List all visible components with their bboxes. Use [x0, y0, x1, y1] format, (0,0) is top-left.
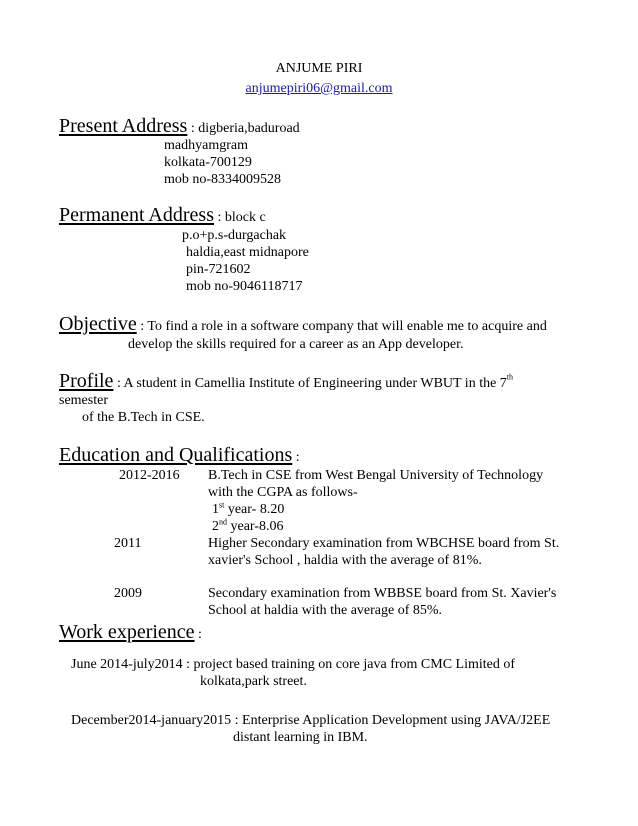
permanent-address-row	[59, 203, 266, 230]
profile-line-2: semester	[59, 393, 108, 408]
objective-row	[59, 312, 547, 339]
profile-line-3: of the B.Tech in CSE.	[82, 410, 205, 425]
permanent-address-line-4: pin-721602	[186, 262, 251, 277]
permanent-address-line-5: mob no-9046118717	[186, 279, 303, 294]
work-heading: Work experience	[59, 621, 195, 643]
cgpa-year-2-number: 2	[212, 519, 219, 534]
profile-heading: Profile	[59, 370, 114, 392]
cgpa-year-2	[212, 518, 283, 535]
education-detail-2-line-1: Higher Secondary examination from WBCHSE board from St.	[208, 536, 560, 551]
present-address-line-4: mob no-8334009528	[164, 172, 282, 187]
permanent-address-separator: :	[213, 210, 225, 225]
work-entry-2-line-1: December2014-january2015 : Enterprise Application Development using JAVA/J2EE	[71, 713, 551, 728]
cgpa-year-2-value: year-8.06	[227, 519, 284, 534]
cgpa-year-2-suffix: nd	[219, 517, 227, 527]
education-separator: :	[292, 450, 300, 465]
education-year-1: 2012-2016	[119, 468, 180, 483]
work-separator: :	[194, 627, 202, 642]
present-address-line-2: madhyamgram	[164, 138, 248, 153]
objective-heading: Objective	[59, 313, 137, 335]
profile-line-1: : A student in Camellia Institute of Engineering under WBUT in the 7	[113, 376, 507, 391]
cgpa-year-1-number: 1	[212, 502, 219, 517]
education-row	[59, 443, 300, 470]
cgpa-year-1-suffix: st	[219, 500, 225, 510]
education-detail-3-line-2: School at haldia with the average of 85%.	[208, 603, 443, 618]
education-year-3: 2009	[114, 586, 142, 601]
education-detail-1-line-2: with the CGPA as follows-	[208, 485, 358, 500]
education-detail-3-line-1: Secondary examination from WBBSE board from St. Xavier's	[208, 586, 557, 601]
profile-ordinal-suffix: th	[506, 372, 514, 382]
permanent-address-line-3: haldia,east midnapore	[186, 245, 309, 260]
permanent-address-heading: Permanent Address	[59, 204, 214, 226]
objective-line-2: develop the skills required for a career as an App developer.	[128, 337, 464, 352]
applicant-name: ANJUME PIRI	[275, 61, 363, 76]
permanent-address-line-1: block c	[224, 210, 266, 225]
email-link[interactable]: anjumepiri06@gmail.com	[245, 81, 393, 96]
present-address-line-1: digberia,baduroad	[198, 121, 300, 136]
profile-row	[59, 369, 513, 396]
present-address-line-3: kolkata-700129	[164, 155, 252, 170]
permanent-address-line-2: p.o+p.s-durgachak	[182, 228, 287, 243]
objective-line-1: : To find a role in a software company that will enable me to acquire and	[136, 319, 547, 334]
work-entry-2-line-2: distant learning in IBM.	[233, 730, 368, 745]
work-entry-1-line-1: June 2014-july2014 : project based training on core java from CMC Limited of	[71, 657, 516, 672]
present-address-heading: Present Address	[59, 115, 188, 137]
cgpa-year-1-value: year- 8.20	[224, 502, 285, 517]
education-year-2: 2011	[114, 536, 142, 551]
education-heading: Education and Qualifications	[59, 444, 293, 466]
present-address-separator: :	[187, 121, 199, 136]
work-row	[59, 620, 202, 647]
education-detail-2-line-2: xavier's School , haldia with the average of 81%.	[208, 553, 482, 568]
email-line	[0, 80, 638, 97]
work-entry-1-line-2: kolkata,park street.	[200, 674, 307, 689]
education-detail-1-line-1: B.Tech in CSE from West Bengal University of Technology	[208, 468, 544, 483]
cgpa-year-1	[212, 501, 284, 518]
